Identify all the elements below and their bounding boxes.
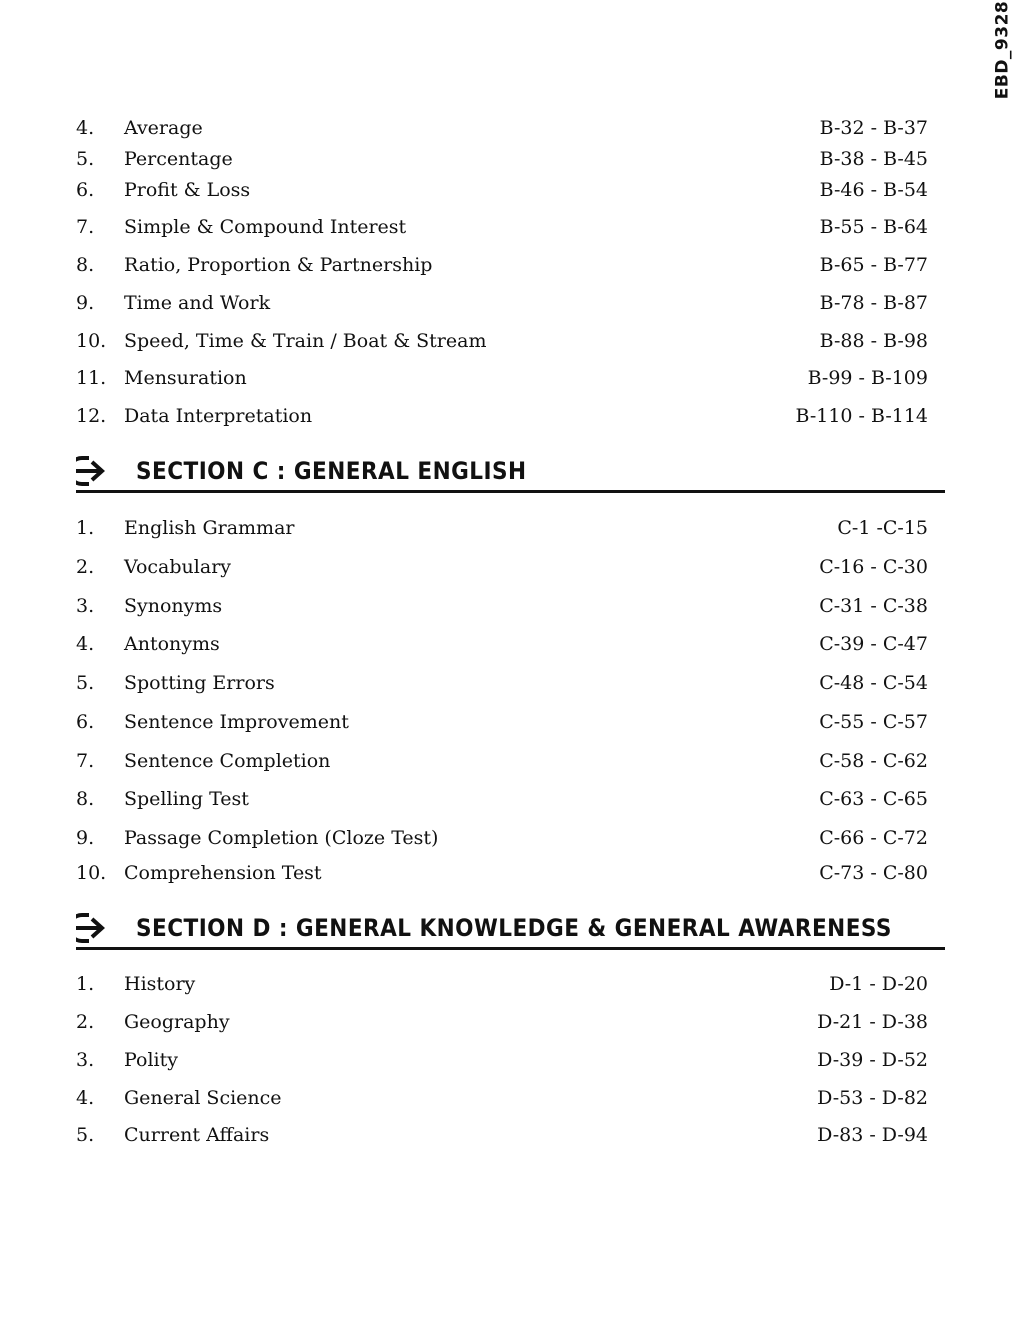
- item-pages: C-73 - C-80: [819, 862, 928, 884]
- item-pages: C-58 - C-62: [819, 750, 928, 772]
- item-pages: B-38 - B-45: [819, 148, 928, 170]
- item-number: 8.: [76, 254, 95, 276]
- item-pages: D-39 - D-52: [817, 1049, 928, 1071]
- toc-row[interactable]: [0, 1045, 1020, 1075]
- item-pages: D-1 - D-20: [829, 973, 928, 995]
- item-number: 2.: [76, 556, 95, 578]
- toc-row[interactable]: [0, 629, 1020, 659]
- item-pages: B-110 - B-114: [795, 405, 928, 427]
- toc-row[interactable]: [0, 591, 1020, 621]
- item-title: Profit & Loss: [124, 179, 251, 201]
- item-number: 11.: [76, 367, 107, 389]
- item-number: 2.: [76, 1011, 95, 1033]
- item-number: 4.: [76, 1087, 95, 1109]
- item-title: General Science: [124, 1087, 282, 1109]
- item-number: 5.: [76, 1124, 95, 1146]
- item-number: 5.: [76, 148, 95, 170]
- item-pages: B-46 - B-54: [819, 179, 928, 201]
- toc-row[interactable]: [0, 288, 1020, 318]
- arrow-right-icon: [76, 910, 106, 946]
- item-title: Sentence Improvement: [124, 711, 349, 733]
- item-number: 10.: [76, 330, 107, 352]
- item-title: Current Affairs: [124, 1124, 270, 1146]
- item-title: Ratio, Proportion & Partnership: [124, 254, 433, 276]
- toc-row[interactable]: [0, 969, 1020, 999]
- toc-row[interactable]: [0, 113, 1020, 143]
- item-pages: B-88 - B-98: [819, 330, 928, 352]
- section-divider: [76, 947, 945, 950]
- item-number: 9.: [76, 292, 95, 314]
- item-pages: B-78 - B-87: [819, 292, 928, 314]
- item-pages: B-55 - B-64: [819, 216, 928, 238]
- toc-row[interactable]: [0, 1007, 1020, 1037]
- item-title: English Grammar: [124, 517, 295, 539]
- item-number: 3.: [76, 1049, 95, 1071]
- item-title: Average: [124, 117, 203, 139]
- toc-row[interactable]: [0, 858, 1020, 888]
- item-number: 9.: [76, 827, 95, 849]
- item-pages: C-31 - C-38: [819, 595, 928, 617]
- toc-row[interactable]: [0, 144, 1020, 174]
- item-title: History: [124, 973, 196, 995]
- item-title: Vocabulary: [124, 556, 232, 578]
- toc-row[interactable]: [0, 784, 1020, 814]
- item-pages: C-63 - C-65: [819, 788, 928, 810]
- item-number: 12.: [76, 405, 107, 427]
- item-number: 7.: [76, 216, 95, 238]
- item-pages: C-39 - C-47: [819, 633, 928, 655]
- item-number: 4.: [76, 633, 95, 655]
- item-pages: D-21 - D-38: [817, 1011, 928, 1033]
- arrow-right-icon: [76, 453, 106, 489]
- toc-row[interactable]: [0, 746, 1020, 776]
- document-code: [984, 0, 1020, 100]
- item-pages: B-32 - B-37: [819, 117, 928, 139]
- item-title: Polity: [124, 1049, 178, 1071]
- item-title: Sentence Completion: [124, 750, 331, 772]
- item-number: 1.: [76, 973, 95, 995]
- item-number: 7.: [76, 750, 95, 772]
- section-title: SECTION D : GENERAL KNOWLEDGE & GENERAL AWARENESS: [136, 914, 892, 942]
- toc-row[interactable]: [0, 707, 1020, 737]
- section-d-header: [76, 910, 945, 950]
- toc-row[interactable]: [0, 212, 1020, 242]
- document-code-text: EBD_9328: [992, 0, 1012, 100]
- section-title: SECTION C : GENERAL ENGLISH: [136, 457, 527, 485]
- item-title: Geography: [124, 1011, 230, 1033]
- item-title: Percentage: [124, 148, 233, 170]
- item-title: Mensuration: [124, 367, 247, 389]
- item-title: Time and Work: [124, 292, 271, 314]
- toc-row[interactable]: [0, 513, 1020, 543]
- toc-row[interactable]: [0, 823, 1020, 853]
- item-number: 3.: [76, 595, 95, 617]
- item-pages: B-65 - B-77: [819, 254, 928, 276]
- item-title: Simple & Compound Interest: [124, 216, 407, 238]
- item-pages: C-48 - C-54: [819, 672, 928, 694]
- toc-row[interactable]: [0, 401, 1020, 431]
- item-pages: D-53 - D-82: [817, 1087, 928, 1109]
- toc-row[interactable]: [0, 175, 1020, 205]
- item-pages: C-55 - C-57: [819, 711, 928, 733]
- item-title: Antonyms: [124, 633, 220, 655]
- item-title: Synonyms: [124, 595, 223, 617]
- toc-row[interactable]: [0, 1120, 1020, 1150]
- item-title: Speed, Time & Train / Boat & Stream: [124, 330, 487, 352]
- toc-row[interactable]: [0, 1083, 1020, 1113]
- section-c-header: [76, 453, 945, 493]
- item-pages: C-1 -C-15: [837, 517, 928, 539]
- item-title: Data Interpretation: [124, 405, 313, 427]
- toc-row[interactable]: [0, 552, 1020, 582]
- item-number: 4.: [76, 117, 95, 139]
- toc-row[interactable]: [0, 668, 1020, 698]
- toc-row[interactable]: [0, 363, 1020, 393]
- item-pages: C-66 - C-72: [819, 827, 928, 849]
- item-number: 5.: [76, 672, 95, 694]
- item-number: 1.: [76, 517, 95, 539]
- section-divider: [76, 490, 945, 493]
- item-pages: B-99 - B-109: [807, 367, 928, 389]
- item-pages: D-83 - D-94: [817, 1124, 928, 1146]
- item-title: Spelling Test: [124, 788, 249, 810]
- item-number: 6.: [76, 711, 95, 733]
- toc-row[interactable]: [0, 326, 1020, 356]
- item-number: 8.: [76, 788, 95, 810]
- item-number: 6.: [76, 179, 95, 201]
- item-title: Passage Completion (Cloze Test): [124, 827, 439, 849]
- item-number: 10.: [76, 862, 107, 884]
- toc-row[interactable]: [0, 250, 1020, 280]
- item-title: Comprehension Test: [124, 862, 322, 884]
- item-pages: C-16 - C-30: [819, 556, 928, 578]
- item-title: Spotting Errors: [124, 672, 275, 694]
